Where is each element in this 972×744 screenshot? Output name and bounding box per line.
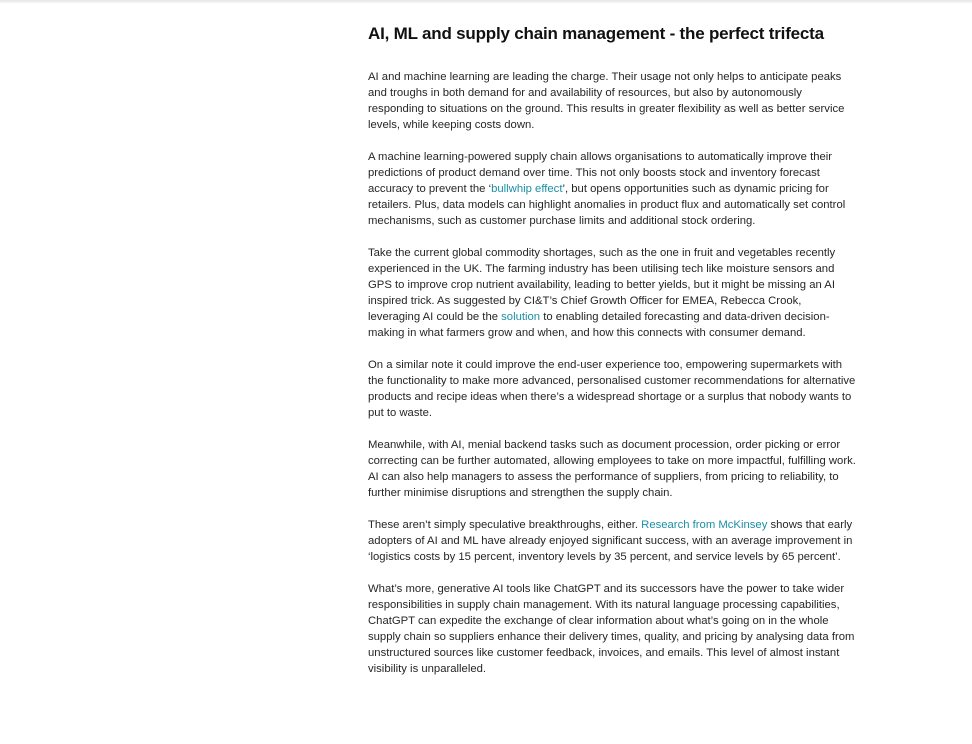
paragraph-5: Meanwhile, with AI, menial backend tasks such as document procession, order picking or error correcting can be further automated, allowing employees to take on more impactful, fulfilling work. AI can also help managers to assess the performance of suppliers, from pricing to reliability, to further minimise disruptions and strengthen the supply chain. — [368, 439, 856, 499]
paragraph-4: On a similar note it could improve the end-user experience too, empowering supermarkets with the functionality to make more advanced, personalised customer recommendations for alternative products and recipe ideas when there’s a widespread shortage or a surplus that nobody wants to put to waste. — [368, 359, 856, 419]
article-heading: AI, ML and supply chain management - the perfect trifecta — [368, 24, 824, 43]
paragraph-6-text-after: shows that early adopters of AI and ML have already enjoyed significant success, with an average improvement in ‘logistics costs by 15 percent, inventory levels by 35 percent, and service levels by 65 percent’. — [368, 519, 853, 563]
mckinsey-research-link[interactable]: Research from McKinsey — [641, 519, 768, 531]
bullwhip-effect-link[interactable]: bullwhip effect — [491, 183, 563, 195]
paragraph-2-text-after: ’, but opens opportunities such as dynamic pricing for retailers. Plus, data models can highlight anomalies in product flux and automatically set control mechanisms, such as customer purchase limits and additional stock ordering. — [368, 183, 846, 227]
top-divider — [0, 0, 972, 3]
paragraph-6 — [368, 517, 856, 565]
solution-link[interactable]: solution — [501, 311, 541, 323]
paragraph-6-text-before: These aren’t simply speculative breakthroughs, either. — [368, 519, 642, 531]
paragraph-3 — [368, 245, 856, 341]
paragraph-2 — [368, 149, 856, 229]
paragraph-3-text-after: to enabling detailed forecasting and data-driven decision-making in what farmers grow and when, and how this connects with consumer demand. — [368, 311, 830, 339]
paragraph-7: What’s more, generative AI tools like ChatGPT and its successors have the power to take wider responsibilities in supply chain management. With its natural language processing capabilities, ChatGPT can expedite the exchange of clear information about what’s going on in the whole supply chain so suppliers enhance their delivery times, quality, and pricing by analysing data from unstructured sources like customer feedback, invoices, and emails. This level of almost instant visibility is unparalleled. — [368, 583, 855, 675]
paragraph-3-text-before: Take the current global commodity shortages, such as the one in fruit and vegetables recently experienced in the UK. The farming industry has been utilising tech like moisture sensors and GPS to improve crop nutrient availability, leading to better yields, but it might be missing an AI inspired trick. As suggested by CI&T’s Chief Growth Officer for EMEA, Rebecca Crook, leveraging AI could be the — [368, 247, 836, 323]
paragraph-1: AI and machine learning are leading the charge. Their usage not only helps to anticipate peaks and troughs in both demand for and availability of resources, but also by autonomously responding to situations on the ground. This results in greater flexibility as well as better service levels, while keeping costs down. — [368, 71, 845, 131]
article-body — [368, 20, 856, 693]
paragraph-2-text-before: A machine learning-powered supply chain allows organisations to automatically improve their predictions of product demand over time. This not only boosts stock and inventory forecast accuracy to prevent the ‘ — [368, 151, 833, 195]
